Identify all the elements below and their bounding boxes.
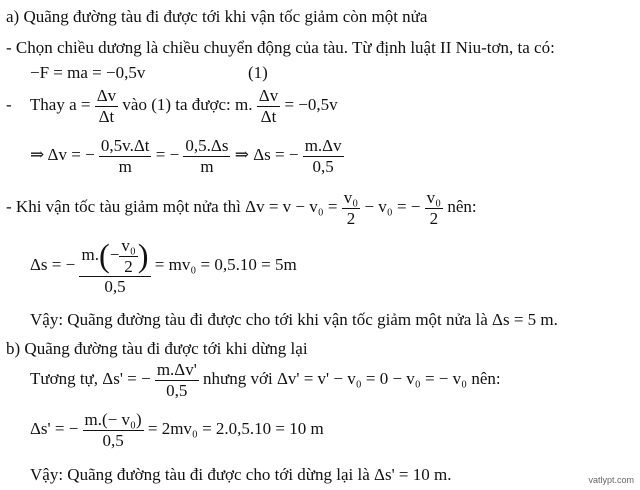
frac-num bbox=[79, 236, 150, 277]
frac-num: v₀ bbox=[121, 236, 136, 255]
similar-rest: nhưng với Δv' = v' − v₀ = 0 − v₀ = − v₀ nên: bbox=[203, 368, 501, 388]
fraction-v0-2 bbox=[342, 188, 360, 228]
ds2-fraction bbox=[83, 410, 144, 450]
fraction-3 bbox=[303, 136, 344, 176]
ds2-lhs: Δs' = − bbox=[30, 418, 79, 438]
num-prefix: m. bbox=[81, 244, 99, 264]
frac-num: v₀ bbox=[426, 188, 442, 207]
frac-den: 2 bbox=[346, 208, 356, 228]
ds-rhs: = mv₀ = 0,5.10 = 5m bbox=[154, 255, 297, 275]
derivation-line bbox=[30, 136, 344, 176]
frac-den: 0,5 bbox=[102, 430, 124, 450]
frac-den: Δt bbox=[260, 106, 277, 126]
bullet: - bbox=[6, 94, 12, 114]
frac-num: v₀ bbox=[343, 188, 359, 207]
deriv-arrow-2: ⇒ Δs = − bbox=[234, 144, 299, 164]
watermark: vatlypt.com bbox=[588, 475, 634, 485]
ds-fraction bbox=[79, 236, 150, 297]
frac-num: Δv bbox=[258, 86, 279, 105]
equation-1: −F = ma = −0,5v bbox=[30, 63, 146, 82]
frac-den: 0,5 bbox=[166, 380, 188, 400]
frac-den: m bbox=[200, 156, 214, 176]
deriv-arrow-1: ⇒ Δv = − bbox=[30, 144, 95, 164]
half-speed-line bbox=[6, 188, 477, 228]
frac-num: m.Δv' bbox=[156, 360, 197, 379]
frac-den: Δt bbox=[98, 106, 115, 126]
substitution-line bbox=[6, 86, 338, 126]
frac-den: 0,5 bbox=[312, 156, 334, 176]
fraction-dv-dt-2 bbox=[257, 86, 280, 126]
frac-num: m.(− v₀) bbox=[84, 410, 142, 429]
fraction-1 bbox=[99, 136, 152, 176]
frac-num: m.Δv bbox=[304, 136, 342, 155]
ds-equation bbox=[30, 236, 297, 297]
half-mid: − v₀ = − bbox=[364, 196, 421, 216]
similar-text: Tương tự, Δs' = − bbox=[30, 368, 151, 388]
newton-law-line: - Chọn chiều dương là chiều chuyển động của tàu. Từ định luật II Niu-tơn, ta có: bbox=[6, 38, 555, 57]
left-paren: ( bbox=[98, 237, 110, 274]
half-text: - Khi vận tốc tàu giảm một nửa thì Δv = v − v₀ = bbox=[6, 196, 338, 216]
frac-den: 0,5 bbox=[104, 277, 126, 297]
frac-num: 0,5.Δs bbox=[185, 136, 229, 155]
equation-1-label: (1) bbox=[248, 63, 268, 82]
fraction-2 bbox=[183, 136, 230, 176]
frac-den: 2 bbox=[429, 208, 439, 228]
inner-fraction bbox=[119, 236, 137, 276]
fraction-mdv bbox=[155, 360, 199, 400]
subst-text: Thay a = bbox=[29, 94, 91, 114]
section-a-title: a) Quãng đường tàu đi được tới khi vận tốc giảm còn một nửa bbox=[6, 7, 428, 26]
conclusion-b: Vậy: Quãng đường tàu đi được cho tới dừng lại là Δs' = 10 m. bbox=[30, 465, 452, 484]
section-b-title: b) Quãng đường tàu đi được tới khi dừng lại bbox=[6, 339, 308, 358]
fraction-dv-dt bbox=[95, 86, 118, 126]
frac-den: 2 bbox=[124, 256, 133, 276]
ds-lhs: Δs = − bbox=[30, 255, 76, 275]
subst-rhs: = −0,5v bbox=[284, 94, 338, 114]
frac-den: m bbox=[118, 156, 132, 176]
ds2-equation bbox=[30, 410, 324, 450]
deriv-eq: = − bbox=[155, 144, 180, 164]
half-end: nên: bbox=[447, 196, 477, 216]
conclusion-a: Vậy: Quãng đường tàu đi được cho tới khi vận tốc giảm một nửa là Δs = 5 m. bbox=[30, 310, 558, 329]
inner-sign: − bbox=[109, 244, 120, 264]
similar-line bbox=[30, 360, 501, 400]
right-paren: ) bbox=[137, 237, 149, 274]
frac-num: Δv bbox=[96, 86, 117, 105]
ds2-rhs: = 2mv₀ = 2.0,5.10 = 10 m bbox=[147, 418, 324, 438]
fraction-v0-2-b bbox=[425, 188, 443, 228]
frac-num: 0,5v.Δt bbox=[100, 136, 150, 155]
subst-mid: vào (1) ta được: m. bbox=[122, 94, 253, 114]
